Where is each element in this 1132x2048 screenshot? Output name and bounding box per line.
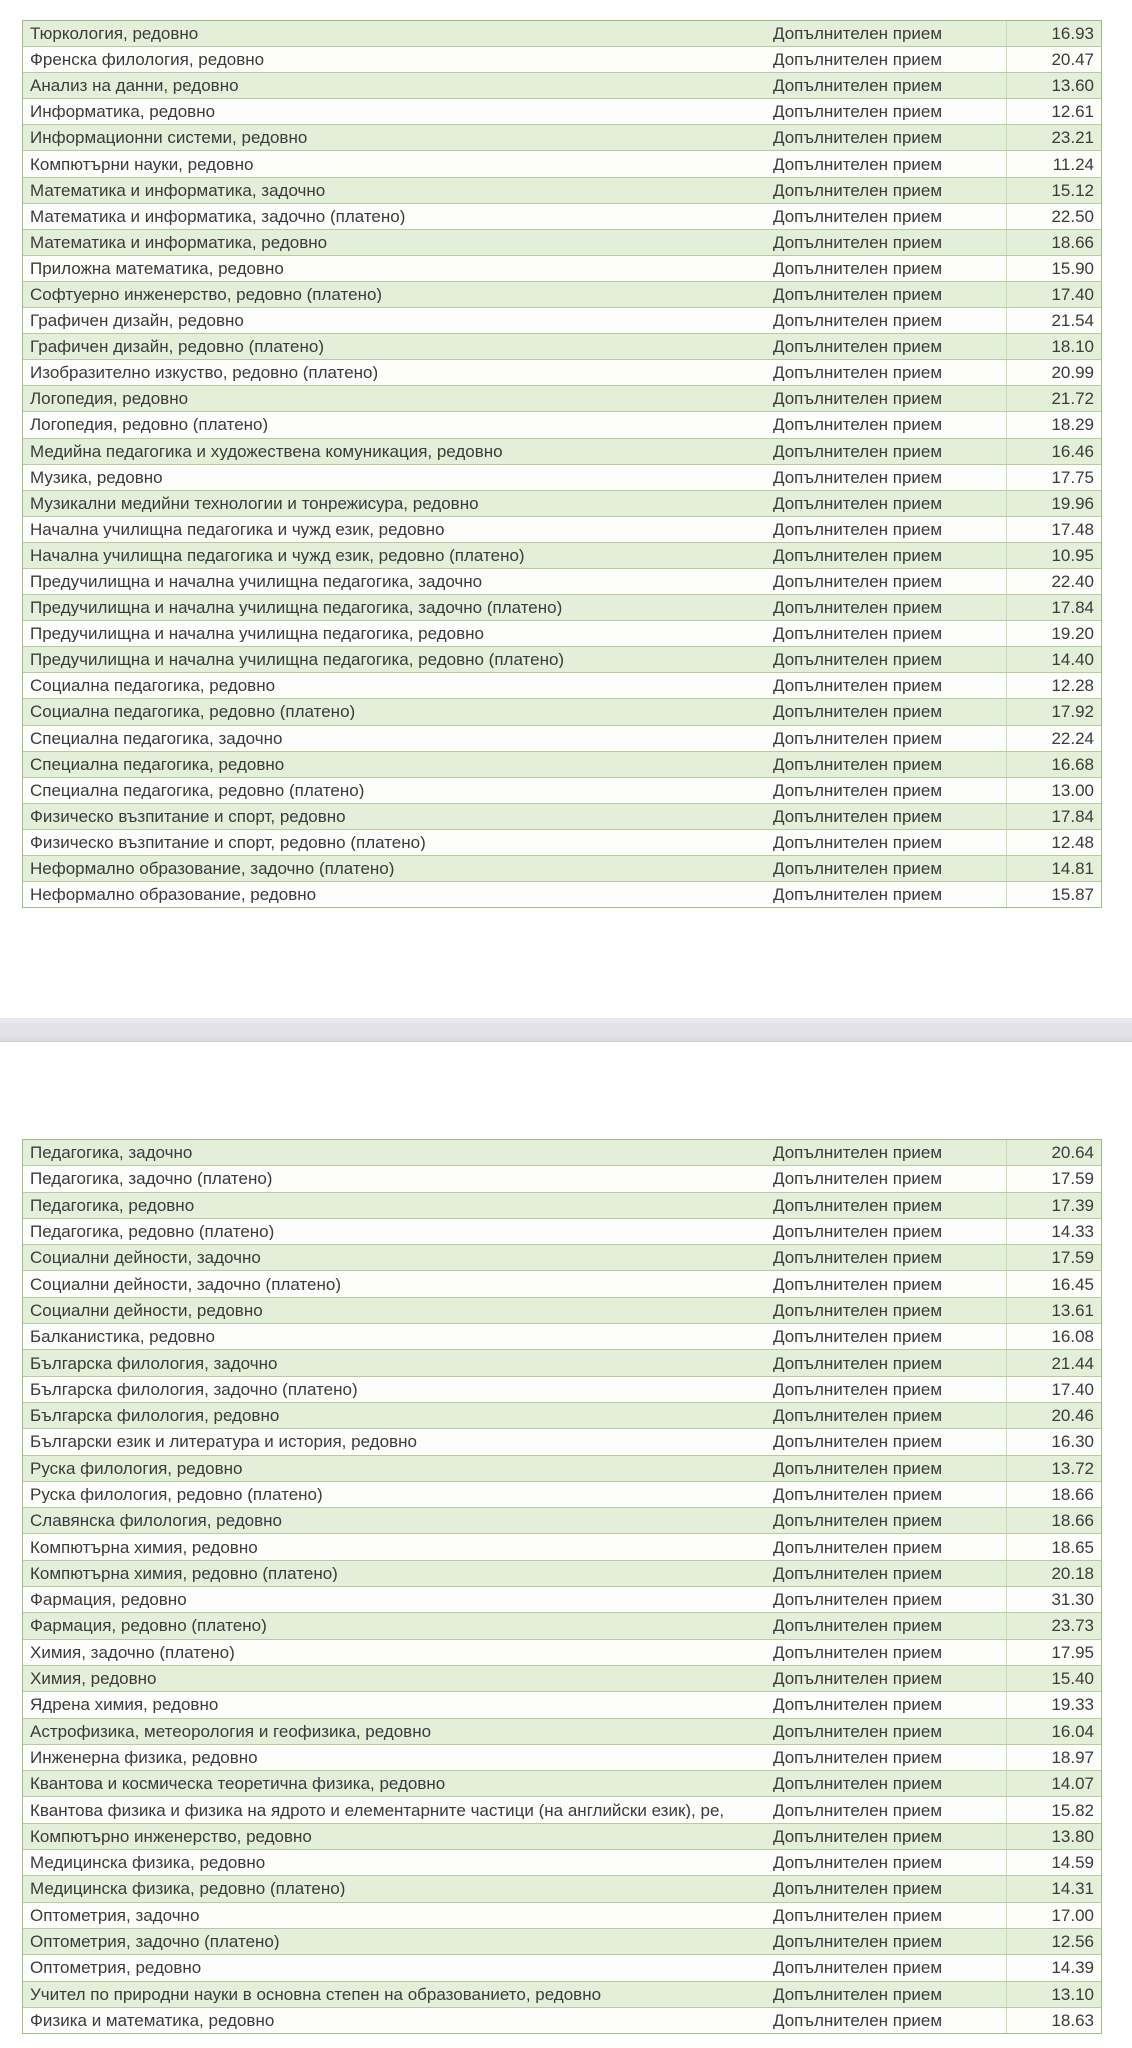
score-cell[interactable]: 20.64 (1006, 1140, 1101, 1165)
table-row (23, 334, 1101, 360)
score-cell[interactable]: 17.84 (1006, 595, 1101, 620)
score-cell[interactable]: 15.12 (1006, 178, 1101, 203)
program-cell[interactable]: Начална училищна педагогика и чужд език, редовно (30, 520, 445, 538)
program-cell[interactable]: Оптометрия, задочно (30, 1906, 200, 1924)
status-cell[interactable]: Допълнителен прием (773, 1380, 943, 1398)
status-cell[interactable]: Допълнителен прием (773, 25, 943, 43)
table-row (23, 778, 1101, 804)
table-row (23, 21, 1101, 47)
score-cell[interactable]: 17.92 (1006, 699, 1101, 724)
program-cell[interactable]: Графичен дизайн, редовно (30, 312, 244, 330)
program-cell[interactable]: Астрофизика, метеорология и геофизика, редовно (30, 1722, 432, 1740)
table-row (23, 1350, 1101, 1376)
score-cell[interactable]: 12.61 (1006, 99, 1101, 124)
program-cell[interactable]: Информационни системи, редовно (30, 129, 308, 147)
status-cell[interactable]: Допълнителен прием (773, 1275, 943, 1293)
program-cell[interactable]: Математика и информатика, задочно (30, 181, 326, 199)
table-row (23, 699, 1101, 725)
status-cell[interactable]: Допълнителен прием (773, 703, 943, 721)
score-cell[interactable]: 21.54 (1006, 308, 1101, 333)
program-cell[interactable]: Оптометрия, редовно (30, 1959, 202, 1977)
score-cell[interactable]: 13.10 (1006, 1982, 1101, 2007)
table-row (23, 1771, 1101, 1797)
table-row (23, 1797, 1101, 1823)
score-cell[interactable]: 17.75 (1006, 465, 1101, 490)
table-row (23, 204, 1101, 230)
program-cell[interactable]: Музика, редовно (30, 468, 163, 486)
score-cell[interactable]: 16.08 (1006, 1324, 1101, 1349)
program-cell[interactable]: Музикални медийни технологии и тонрежисура, редовно (30, 494, 479, 512)
table-row (23, 1377, 1101, 1403)
score-cell[interactable]: 22.50 (1006, 204, 1101, 229)
status-cell[interactable]: Допълнителен прием (773, 886, 943, 904)
program-cell[interactable]: Квантова и космическа теоретична физика, редовно (30, 1775, 446, 1793)
status-cell[interactable]: Допълнителен прием (773, 677, 943, 695)
program-cell[interactable]: Неформално образование, редовно (30, 886, 317, 904)
program-cell[interactable]: Графичен дизайн, редовно (платено) (30, 338, 324, 356)
status-cell[interactable]: Допълнителен прием (773, 729, 943, 747)
program-cell[interactable]: Славянска филология, редовно (30, 1512, 282, 1530)
program-cell[interactable]: Химия, редовно (30, 1670, 157, 1688)
program-cell[interactable]: Педагогика, редовно (платено) (30, 1223, 275, 1241)
score-cell[interactable]: 17.40 (1006, 1377, 1101, 1402)
program-cell[interactable]: Предучилищна и начална училищна педагогика, редовно (платено) (30, 651, 565, 669)
status-cell[interactable]: Допълнителен прием (773, 390, 943, 408)
score-cell[interactable]: 17.84 (1006, 804, 1101, 829)
status-cell[interactable]: Допълнителен прием (773, 520, 943, 538)
table-row (23, 308, 1101, 334)
score-cell[interactable]: 15.40 (1006, 1666, 1101, 1691)
score-cell[interactable]: 18.29 (1006, 412, 1101, 437)
table-row (23, 1666, 1101, 1692)
status-cell[interactable]: Допълнителен прием (773, 1407, 943, 1425)
program-cell[interactable]: Математика и информатика, редовно (30, 233, 328, 251)
program-cell[interactable]: Физическо възпитание и спорт, редовно (30, 807, 346, 825)
table-row (23, 1824, 1101, 1850)
status-cell[interactable]: Допълнителен прием (773, 833, 943, 851)
status-cell[interactable]: Допълнителен прием (773, 494, 943, 512)
table-row (23, 621, 1101, 647)
status-cell[interactable]: Допълнителен прием (773, 651, 943, 669)
table-row (23, 178, 1101, 204)
score-cell[interactable]: 20.99 (1006, 360, 1101, 385)
table-row (23, 2008, 1101, 2033)
status-cell[interactable]: Допълнителен прием (773, 807, 943, 825)
table-row (23, 856, 1101, 882)
status-cell[interactable]: Допълнителен прием (773, 2011, 943, 2029)
program-cell[interactable]: Специална педагогика, задочно (30, 729, 283, 747)
table-row (23, 543, 1101, 569)
table-row (23, 1719, 1101, 1745)
table-row (23, 73, 1101, 99)
score-cell[interactable]: 13.61 (1006, 1298, 1101, 1323)
status-cell[interactable]: Допълнителен прием (773, 1880, 943, 1898)
table-row (23, 1692, 1101, 1718)
status-cell[interactable]: Допълнителен прием (773, 1643, 943, 1661)
status-cell[interactable]: Допълнителен прием (773, 77, 943, 95)
score-cell[interactable]: 13.80 (1006, 1824, 1101, 1849)
score-cell[interactable]: 17.00 (1006, 1903, 1101, 1928)
table-row (23, 1456, 1101, 1482)
status-cell[interactable]: Допълнителен прием (773, 1933, 943, 1951)
status-cell[interactable]: Допълнителен прием (773, 755, 943, 773)
status-cell[interactable]: Допълнителен прием (773, 1538, 943, 1556)
status-cell[interactable]: Допълнителен прием (773, 1722, 943, 1740)
status-cell[interactable]: Допълнителен прием (773, 155, 943, 173)
table-row (23, 491, 1101, 517)
status-cell[interactable]: Допълнителен прием (773, 1775, 943, 1793)
program-cell[interactable]: Неформално образование, задочно (платено) (30, 860, 395, 878)
table-row (23, 595, 1101, 621)
score-cell[interactable]: 17.59 (1006, 1245, 1101, 1270)
program-cell[interactable]: Педагогика, задочно (30, 1144, 193, 1162)
program-cell[interactable]: Логопедия, редовно (платено) (30, 416, 269, 434)
status-cell[interactable]: Допълнителен прием (773, 1328, 943, 1346)
program-cell[interactable]: Тюркология, редовно (30, 25, 199, 43)
status-cell[interactable]: Допълнителен прием (773, 1144, 943, 1162)
table-row (23, 151, 1101, 177)
score-cell[interactable]: 15.90 (1006, 256, 1101, 281)
table-row (23, 517, 1101, 543)
program-cell[interactable]: Българска филология, редовно (30, 1407, 280, 1425)
score-cell[interactable]: 18.66 (1006, 1508, 1101, 1533)
status-cell[interactable]: Допълнителен прием (773, 1854, 943, 1872)
table-row (23, 1298, 1101, 1324)
table-row (23, 1903, 1101, 1929)
score-cell[interactable]: 18.63 (1006, 2008, 1101, 2033)
table-row (23, 804, 1101, 830)
program-cell[interactable]: Фармация, редовно (платено) (30, 1617, 267, 1635)
table-row (23, 465, 1101, 491)
score-cell[interactable]: 12.28 (1006, 673, 1101, 698)
program-cell[interactable]: Информатика, редовно (30, 103, 216, 121)
score-cell[interactable]: 18.10 (1006, 334, 1101, 359)
score-cell[interactable]: 16.45 (1006, 1271, 1101, 1296)
program-cell[interactable]: Педагогика, редовно (30, 1196, 195, 1214)
page-break-separator (0, 1018, 1132, 1042)
table-row (23, 1508, 1101, 1534)
status-cell[interactable]: Допълнителен прием (773, 338, 943, 356)
program-cell[interactable]: Математика и информатика, задочно (платено) (30, 207, 406, 225)
status-cell[interactable]: Допълнителен прием (773, 546, 943, 564)
program-cell[interactable]: Руска филология, редовно (платено) (30, 1486, 323, 1503)
status-cell[interactable]: Допълнителен прием (773, 1170, 943, 1188)
table-row (23, 1245, 1101, 1271)
program-cell[interactable]: Софтуерно инженерство, редовно (платено) (30, 285, 383, 303)
table-row (23, 1324, 1101, 1350)
status-cell[interactable]: Допълнителен прием (773, 1249, 943, 1267)
score-cell[interactable]: 19.96 (1006, 491, 1101, 516)
program-cell[interactable]: Начална училищна педагогика и чужд език, редовно (платено) (30, 546, 525, 564)
table-row (23, 1219, 1101, 1245)
table-row (23, 1745, 1101, 1771)
score-cell[interactable]: 31.30 (1006, 1587, 1101, 1612)
table-row (23, 1587, 1101, 1613)
status-cell[interactable]: Допълнителен прием (773, 573, 943, 591)
table-row (23, 1876, 1101, 1902)
score-cell[interactable]: 13.72 (1006, 1456, 1101, 1481)
status-cell[interactable]: Допълнителен прием (773, 1827, 943, 1845)
status-cell[interactable]: Допълнителен прием (773, 1354, 943, 1372)
status-cell[interactable]: Допълнителен прием (773, 1959, 943, 1977)
program-cell[interactable]: Физическо възпитание и спорт, редовно (платено) (30, 833, 426, 851)
score-cell[interactable]: 16.68 (1006, 752, 1101, 777)
status-cell[interactable]: Допълнителен прием (773, 1433, 943, 1451)
table-row (23, 830, 1101, 856)
score-cell[interactable]: 14.33 (1006, 1219, 1101, 1244)
score-cell[interactable]: 18.97 (1006, 1745, 1101, 1770)
score-cell[interactable]: 17.59 (1006, 1166, 1101, 1191)
status-cell[interactable]: Допълнителен прием (773, 1486, 943, 1503)
score-cell[interactable]: 23.21 (1006, 125, 1101, 150)
status-cell[interactable]: Допълнителен прием (773, 1196, 943, 1214)
status-cell[interactable]: Допълнителен прием (773, 1301, 943, 1319)
program-cell[interactable]: Социална педагогика, редовно (платено) (30, 703, 356, 721)
score-cell[interactable]: 14.07 (1006, 1771, 1101, 1796)
score-cell[interactable]: 12.48 (1006, 830, 1101, 855)
program-cell[interactable]: Българска филология, задочно (платено) (30, 1380, 358, 1398)
score-cell[interactable]: 14.81 (1006, 856, 1101, 881)
score-cell[interactable]: 16.46 (1006, 439, 1101, 464)
score-cell[interactable]: 15.87 (1006, 882, 1101, 907)
score-cell[interactable]: 11.24 (1006, 151, 1101, 176)
program-cell[interactable]: Руска филология, редовно (30, 1459, 243, 1477)
program-cell[interactable]: Предучилищна и начална училищна педагогика, задочно (30, 573, 483, 591)
score-cell[interactable]: 15.82 (1006, 1797, 1101, 1822)
status-cell[interactable]: Допълнителен прием (773, 1670, 943, 1688)
status-cell[interactable]: Допълнителен прием (773, 129, 943, 147)
table-row (23, 1271, 1101, 1297)
program-cell[interactable]: Оптометрия, задочно (платено) (30, 1933, 280, 1951)
status-cell[interactable]: Допълнителен прием (773, 860, 943, 878)
program-cell[interactable]: Химия, задочно (платено) (30, 1643, 235, 1661)
score-cell[interactable]: 17.39 (1006, 1193, 1101, 1218)
table-row (23, 412, 1101, 438)
table-row (23, 752, 1101, 778)
program-cell[interactable]: Педагогика, задочно (платено) (30, 1170, 273, 1188)
status-cell[interactable]: Допълнителен прием (773, 1696, 943, 1714)
table-row (23, 1850, 1101, 1876)
score-cell[interactable]: 18.66 (1006, 230, 1101, 255)
program-cell[interactable]: Компютърна химия, редовно (30, 1538, 258, 1556)
program-cell[interactable]: Компютърни науки, редовно (30, 155, 254, 173)
program-cell[interactable]: Фармация, редовно (30, 1591, 187, 1609)
program-cell[interactable]: Балканистика, редовно (30, 1328, 215, 1346)
status-cell[interactable]: Допълнителен прием (773, 1459, 943, 1477)
status-cell[interactable]: Допълнителен прием (773, 468, 943, 486)
status-cell[interactable]: Допълнителен прием (773, 1223, 943, 1241)
program-cell[interactable]: Ядрена химия, редовно (30, 1696, 219, 1714)
table-row (23, 99, 1101, 125)
status-cell[interactable]: Допълнителен прием (773, 364, 943, 382)
score-cell[interactable]: 22.24 (1006, 726, 1101, 751)
program-cell[interactable]: Изобразително изкуство, редовно (платено) (30, 364, 379, 382)
status-cell[interactable]: Допълнителен прием (773, 51, 943, 69)
table-row (23, 230, 1101, 256)
status-cell[interactable]: Допълнителен прием (773, 259, 943, 277)
status-cell[interactable]: Допълнителен прием (773, 285, 943, 303)
table-row (23, 1429, 1101, 1455)
score-cell[interactable]: 14.59 (1006, 1850, 1101, 1875)
program-cell[interactable]: Специална педагогика, редовно (30, 755, 285, 773)
program-cell[interactable]: Френска филология, редовно (30, 51, 265, 69)
program-cell[interactable]: Социални дейности, задочно (платено) (30, 1275, 341, 1293)
status-cell[interactable]: Допълнителен прием (773, 1906, 943, 1924)
score-cell[interactable]: 21.44 (1006, 1350, 1101, 1375)
status-cell[interactable]: Допълнителен прием (773, 1591, 943, 1609)
program-cell[interactable]: Социални дейности, редовно (30, 1301, 263, 1319)
status-cell[interactable]: Допълнителен прием (773, 1564, 943, 1582)
status-cell[interactable]: Допълнителен прием (773, 312, 943, 330)
score-cell[interactable]: 22.40 (1006, 569, 1101, 594)
table-row (23, 256, 1101, 282)
score-cell[interactable]: 16.04 (1006, 1719, 1101, 1744)
status-cell[interactable]: Допълнителен прием (773, 1985, 943, 2003)
status-cell[interactable]: Допълнителен прием (773, 1748, 943, 1766)
table-row (23, 1193, 1101, 1219)
table-row (23, 1534, 1101, 1560)
program-cell[interactable]: Логопедия, редовно (30, 390, 189, 408)
table-row (23, 647, 1101, 673)
status-cell[interactable]: Допълнителен прием (773, 181, 943, 199)
score-cell[interactable]: 20.47 (1006, 47, 1101, 72)
table-row (23, 282, 1101, 308)
score-cell[interactable]: 20.18 (1006, 1561, 1101, 1586)
status-cell[interactable]: Допълнителен прием (773, 599, 943, 617)
score-cell[interactable]: 14.31 (1006, 1876, 1101, 1901)
table-row (23, 1929, 1101, 1955)
score-cell[interactable]: 16.93 (1006, 21, 1101, 46)
table-row (23, 726, 1101, 752)
table-row (23, 1482, 1101, 1508)
status-cell[interactable]: Допълнителен прием (773, 103, 943, 121)
program-cell[interactable]: Физика и математика, редовно (30, 2011, 275, 2029)
score-cell[interactable]: 19.33 (1006, 1692, 1101, 1717)
status-cell[interactable]: Допълнителен прием (773, 442, 943, 460)
status-cell[interactable]: Допълнителен прием (773, 1512, 943, 1530)
score-cell[interactable]: 13.00 (1006, 778, 1101, 803)
program-cell[interactable]: Предучилищна и начална училищна педагогика, задочно (платено) (30, 599, 563, 617)
table-row (23, 386, 1101, 412)
program-cell[interactable]: Компютърно инженерство, редовно (30, 1827, 312, 1845)
table-row (23, 1166, 1101, 1192)
table-row (23, 47, 1101, 73)
table-row (23, 1561, 1101, 1587)
program-cell[interactable]: Медийна педагогика и художествена комуникация, редовно (30, 442, 503, 460)
status-cell[interactable]: Допълнителен прием (773, 1617, 943, 1635)
table-row (23, 1403, 1101, 1429)
program-cell[interactable]: Инженерна физика, редовно (30, 1748, 258, 1766)
table-row (23, 125, 1101, 151)
table-row (23, 1982, 1101, 2008)
program-cell[interactable]: Български език и литература и история, редовно (30, 1433, 417, 1451)
score-cell[interactable]: 18.65 (1006, 1534, 1101, 1559)
table-row (23, 1613, 1101, 1639)
status-cell[interactable]: Допълнителен прием (773, 781, 943, 799)
table-row (23, 1955, 1101, 1981)
status-cell[interactable]: Допълнителен прием (773, 416, 943, 434)
table-row (23, 882, 1101, 907)
program-cell[interactable]: Медицинска физика, редовно (30, 1854, 266, 1872)
score-cell[interactable]: 23.73 (1006, 1613, 1101, 1638)
program-cell[interactable]: Анализ на данни, редовно (30, 77, 239, 95)
program-cell[interactable]: Учител по природни науки в основна степен на образованието, редовно (30, 1985, 602, 2003)
table-row (23, 439, 1101, 465)
score-cell[interactable]: 20.46 (1006, 1403, 1101, 1428)
program-cell[interactable]: Компютърна химия, редовно (платено) (30, 1564, 338, 1582)
score-cell[interactable]: 17.95 (1006, 1640, 1101, 1665)
program-cell[interactable]: Предучилищна и начална училищна педагогика, редовно (30, 625, 484, 643)
program-cell[interactable]: Квантова физика и физика на ядрото и елементарните частици (на английски език), ре, (30, 1801, 725, 1819)
score-cell[interactable]: 21.72 (1006, 386, 1101, 411)
program-cell[interactable]: Българска филология, задочно (30, 1354, 278, 1372)
score-cell[interactable]: 16.30 (1006, 1429, 1101, 1454)
score-cell[interactable]: 17.48 (1006, 517, 1101, 542)
program-cell[interactable]: Специална педагогика, редовно (платено) (30, 781, 365, 799)
score-cell[interactable]: 18.66 (1006, 1482, 1101, 1507)
score-cell[interactable]: 17.40 (1006, 282, 1101, 307)
program-cell[interactable]: Медицинска физика, редовно (платено) (30, 1880, 346, 1898)
status-cell[interactable]: Допълнителен прием (773, 625, 943, 643)
program-cell[interactable]: Социална педагогика, редовно (30, 677, 276, 695)
table-row (23, 1140, 1101, 1166)
status-cell[interactable]: Допълнителен прием (773, 1801, 943, 1819)
status-cell[interactable]: Допълнителен прием (773, 233, 943, 251)
admissions-table-lower (22, 1139, 1102, 2034)
program-cell[interactable]: Приложна математика, редовно (30, 259, 284, 277)
table-row (23, 673, 1101, 699)
score-cell[interactable]: 14.40 (1006, 647, 1101, 672)
program-cell[interactable]: Социални дейности, задочно (30, 1249, 261, 1267)
table-row (23, 360, 1101, 386)
score-cell[interactable]: 12.56 (1006, 1929, 1101, 1954)
status-cell[interactable]: Допълнителен прием (773, 207, 943, 225)
score-cell[interactable]: 10.95 (1006, 543, 1101, 568)
score-cell[interactable]: 14.39 (1006, 1955, 1101, 1980)
admissions-table-upper (22, 20, 1102, 908)
score-cell[interactable]: 19.20 (1006, 621, 1101, 646)
table-row (23, 569, 1101, 595)
score-cell[interactable]: 13.60 (1006, 73, 1101, 98)
table-row (23, 1640, 1101, 1666)
